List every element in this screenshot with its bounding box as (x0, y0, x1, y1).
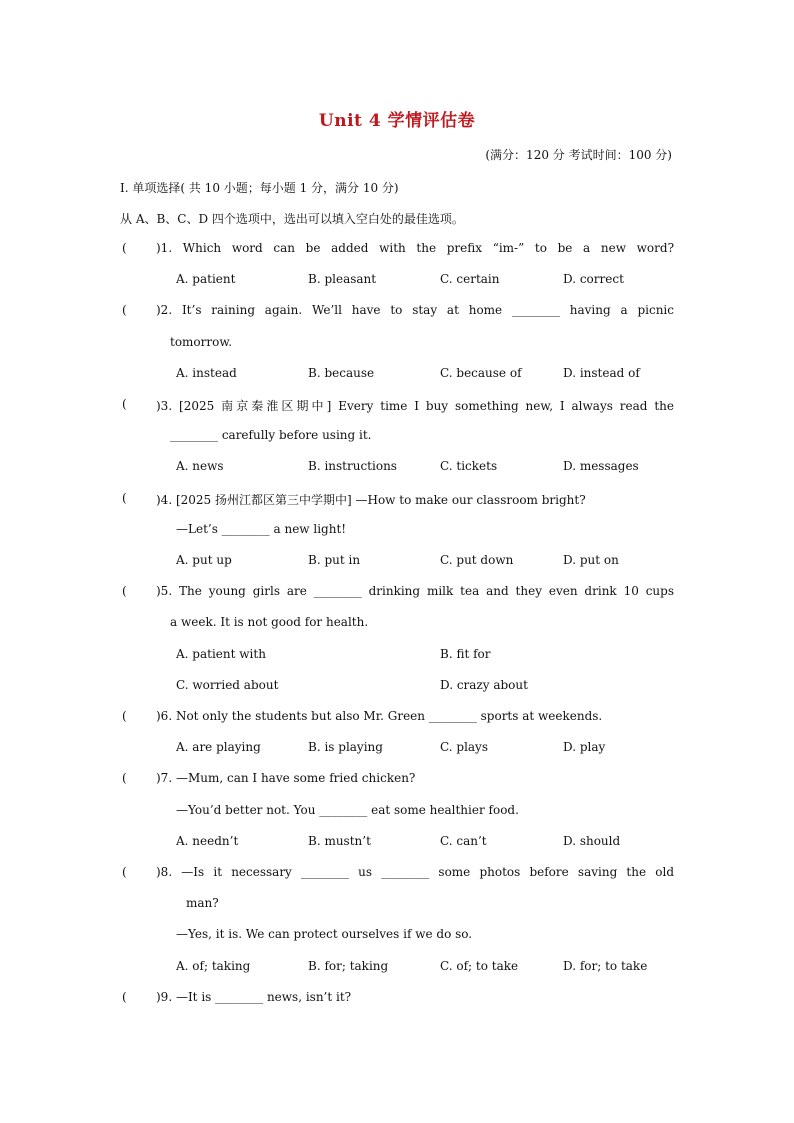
answer-bracket[interactable]: ( (122, 491, 127, 505)
question-stem-continued: —You’d better not. You ________ eat some healthier food. (176, 803, 519, 817)
answer-bracket[interactable]: ( (122, 397, 127, 411)
section-heading: I. 单项选择( 共 10 小题；每小题 1 分，满分 10 分) (120, 181, 399, 195)
option-c: C. put down (440, 553, 514, 567)
option-b: B. is playing (308, 740, 383, 754)
option-d: D. for; to take (563, 959, 648, 973)
option-c: C. plays (440, 740, 488, 754)
question-stem: )3. [2025 南京秦淮区期中] Every time I buy something new, I always read the (156, 399, 674, 413)
option-c: C. can’t (440, 834, 487, 848)
question-stem-continued: man? (186, 896, 219, 910)
answer-bracket[interactable]: ( (122, 241, 127, 255)
option-a: A. instead (176, 366, 237, 380)
option-b: B. for; taking (308, 959, 389, 973)
option-d: D. instead of (563, 366, 640, 380)
option-c: C. certain (440, 272, 500, 286)
exam-meta: (满分：120 分 考试时间：100 分) (485, 148, 672, 162)
option-d: D. correct (563, 272, 624, 286)
answer-bracket[interactable]: ( (122, 584, 127, 598)
option-c: C. of; to take (440, 959, 519, 973)
section-instruction: 从 A、B、C、D 四个选项中，选出可以填入空白处的最佳选项。 (120, 212, 464, 226)
question-stem-continued: —Let’s ________ a new light! (176, 522, 347, 536)
option-b: B. instructions (308, 459, 397, 473)
option-a: A. news (176, 459, 224, 473)
question-stem-continued: —Yes, it is. We can protect ourselves if we do so. (176, 927, 473, 941)
question-stem: )7. —Mum, can I have some fried chicken? (156, 771, 416, 785)
question-stem: )5. The young girls are ________ drinking milk tea and they even drink 10 cups (156, 584, 674, 598)
question-stem: )4. [2025 扬州江都区第三中学期中] —How to make our classroom bright? (156, 493, 586, 507)
question-stem: )6. Not only the students but also Mr. Green ________ sports at weekends. (156, 709, 603, 723)
answer-bracket[interactable]: ( (122, 709, 127, 723)
question-stem-continued: ________ carefully before using it. (170, 428, 372, 442)
option-c: C. tickets (440, 459, 498, 473)
option-c: C. worried about (176, 678, 279, 692)
question-stem-continued: a week. It is not good for health. (170, 615, 369, 629)
option-d: D. crazy about (440, 678, 528, 692)
option-a: A. of; taking (176, 959, 251, 973)
question-stem: )9. —It is ________ news, isn’t it? (156, 990, 352, 1004)
option-a: A. patient (176, 272, 236, 286)
answer-bracket[interactable]: ( (122, 771, 127, 785)
answer-bracket[interactable]: ( (122, 990, 127, 1004)
question-stem: )2. It’s raining again. We’ll have to stay at home ________ having a picnic (156, 303, 674, 317)
option-a: A. are playing (176, 740, 261, 754)
option-b: B. because (308, 366, 375, 380)
option-b: B. mustn’t (308, 834, 371, 848)
option-d: D. messages (563, 459, 639, 473)
answer-bracket[interactable]: ( (122, 865, 127, 879)
option-a: A. put up (176, 553, 232, 567)
option-d: D. should (563, 834, 621, 848)
option-b: B. put in (308, 553, 361, 567)
option-b: B. pleasant (308, 272, 377, 286)
question-stem: )8. —Is it necessary ________ us ________ some photos before saving the old (156, 865, 674, 879)
option-a: A. patient with (176, 647, 266, 661)
option-d: D. play (563, 740, 606, 754)
option-d: D. put on (563, 553, 619, 567)
answer-bracket[interactable]: ( (122, 303, 127, 317)
option-c: C. because of (440, 366, 522, 380)
page-title: Unit 4 学情评估卷 (318, 111, 476, 131)
question-stem: )1. Which word can be added with the prefix “im-” to be a new word? (156, 241, 674, 255)
option-a: A. needn’t (176, 834, 239, 848)
option-b: B. fit for (440, 647, 491, 661)
question-stem-continued: tomorrow. (170, 335, 233, 349)
